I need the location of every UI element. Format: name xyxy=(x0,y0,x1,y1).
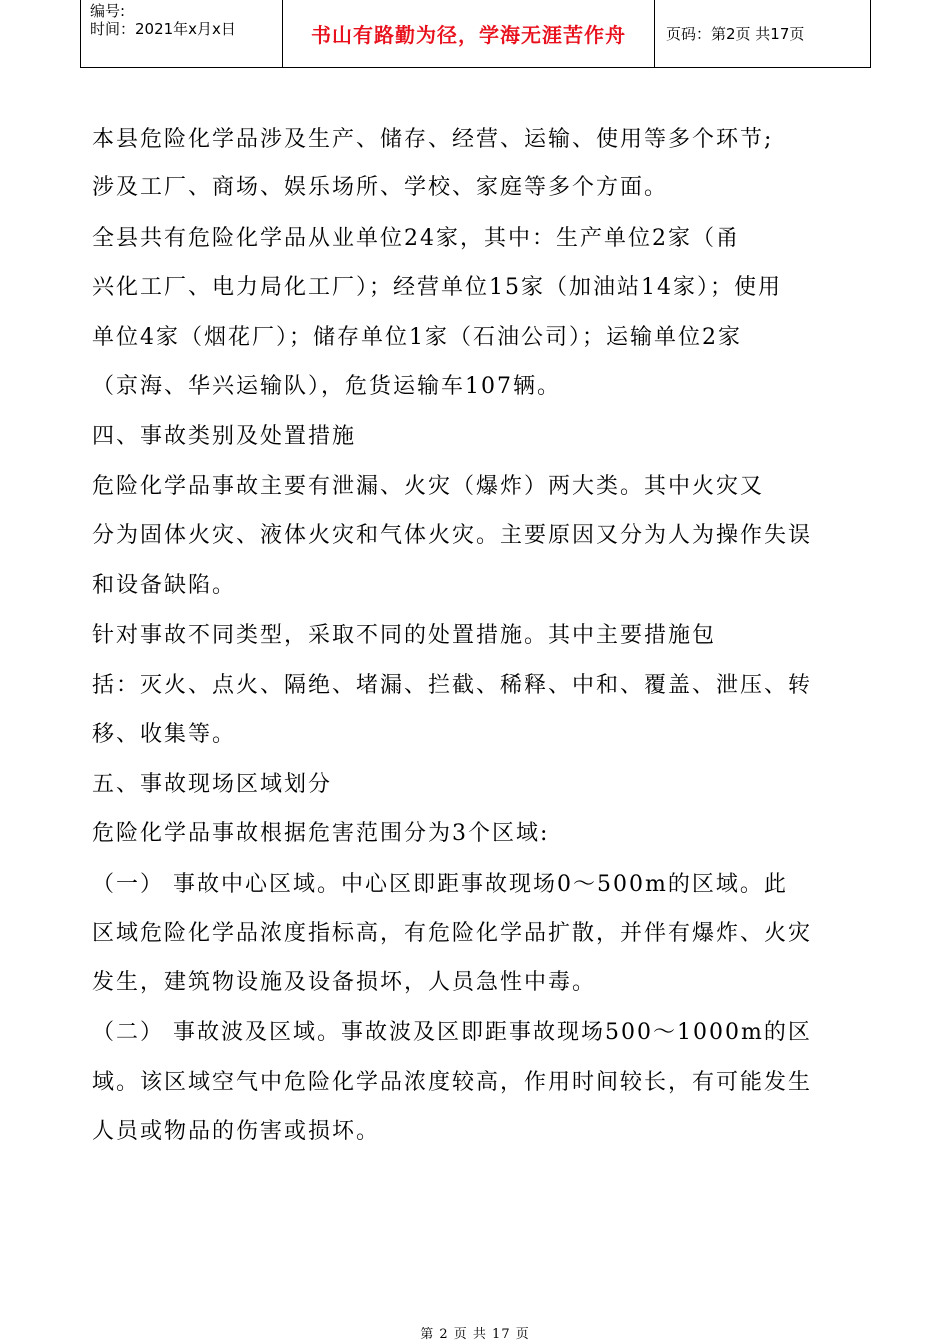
body-line: 域。该区域空气中危险化学品浓度较高，作用时间较长，有可能发生 xyxy=(92,1070,813,1095)
body-line: 发生，建筑物设施及设备损坏，人员急性中毒。 xyxy=(92,970,597,995)
document-number-label: 编号: xyxy=(90,2,126,20)
body-line: 人员或物品的伤害或损坏。 xyxy=(92,1119,381,1144)
header-page-info: 页码：第2页 共17页 xyxy=(666,25,805,43)
section-heading: 四、事故类别及处置措施 xyxy=(92,424,357,449)
section-heading: 五、事故现场区域划分 xyxy=(92,772,333,797)
body-line: 本县危险化学品涉及生产、储存、经营、运输、使用等多个环节; xyxy=(92,127,774,152)
body-line: 针对事故不同类型，采取不同的处置措施。其中主要措施包 xyxy=(92,623,717,648)
header-slogan: 书山有路勤为径，学海无涯苦作舟 xyxy=(283,0,655,67)
body-line: 区域危险化学品浓度指标高，有危险化学品扩散，并伴有爆炸、火灾 xyxy=(92,921,813,946)
page-footer: 第 2 页 共 17 页 xyxy=(420,1327,530,1342)
body-line: 移、收集等。 xyxy=(92,722,237,747)
body-line: 和设备缺陷。 xyxy=(92,573,237,598)
body-line: 涉及工厂、商场、娱乐场所、学校、家庭等多个方面。 xyxy=(92,175,669,200)
document-time-label: 时间：2021年x月x日 xyxy=(90,20,236,38)
body-line: 全县共有危险化学品从业单位24家，其中：生产单位2家（甬 xyxy=(92,226,740,251)
page-header xyxy=(80,0,871,68)
body-line: 单位4家（烟花厂）；储存单位1家（石油公司）；运输单位2家 xyxy=(92,325,742,350)
body-line: 括：灭火、点火、隔绝、堵漏、拦截、稀释、中和、覆盖、泄压、转 xyxy=(92,673,813,698)
header-meta xyxy=(81,0,283,67)
body-line: （二） 事故波及区域。事故波及区即距事故现场500～1000m的区 xyxy=(92,1020,812,1045)
body-line: 兴化工厂、电力局化工厂）；经营单位15家（加油站14家）；使用 xyxy=(92,275,782,300)
body-line: 分为固体火灾、液体火灾和气体火灾。主要原因又分为人为操作失误 xyxy=(92,523,813,548)
body-line: （一） 事故中心区域。中心区即距事故现场0～500m的区域。此 xyxy=(92,872,788,897)
body-line: 危险化学品事故主要有泄漏、火灾（爆炸）两大类。其中火灾又 xyxy=(92,474,765,499)
body-line: （京海、华兴运输队），危货运输车107辆。 xyxy=(92,374,561,399)
body-line: 危险化学品事故根据危害范围分为3个区域: xyxy=(92,821,550,846)
